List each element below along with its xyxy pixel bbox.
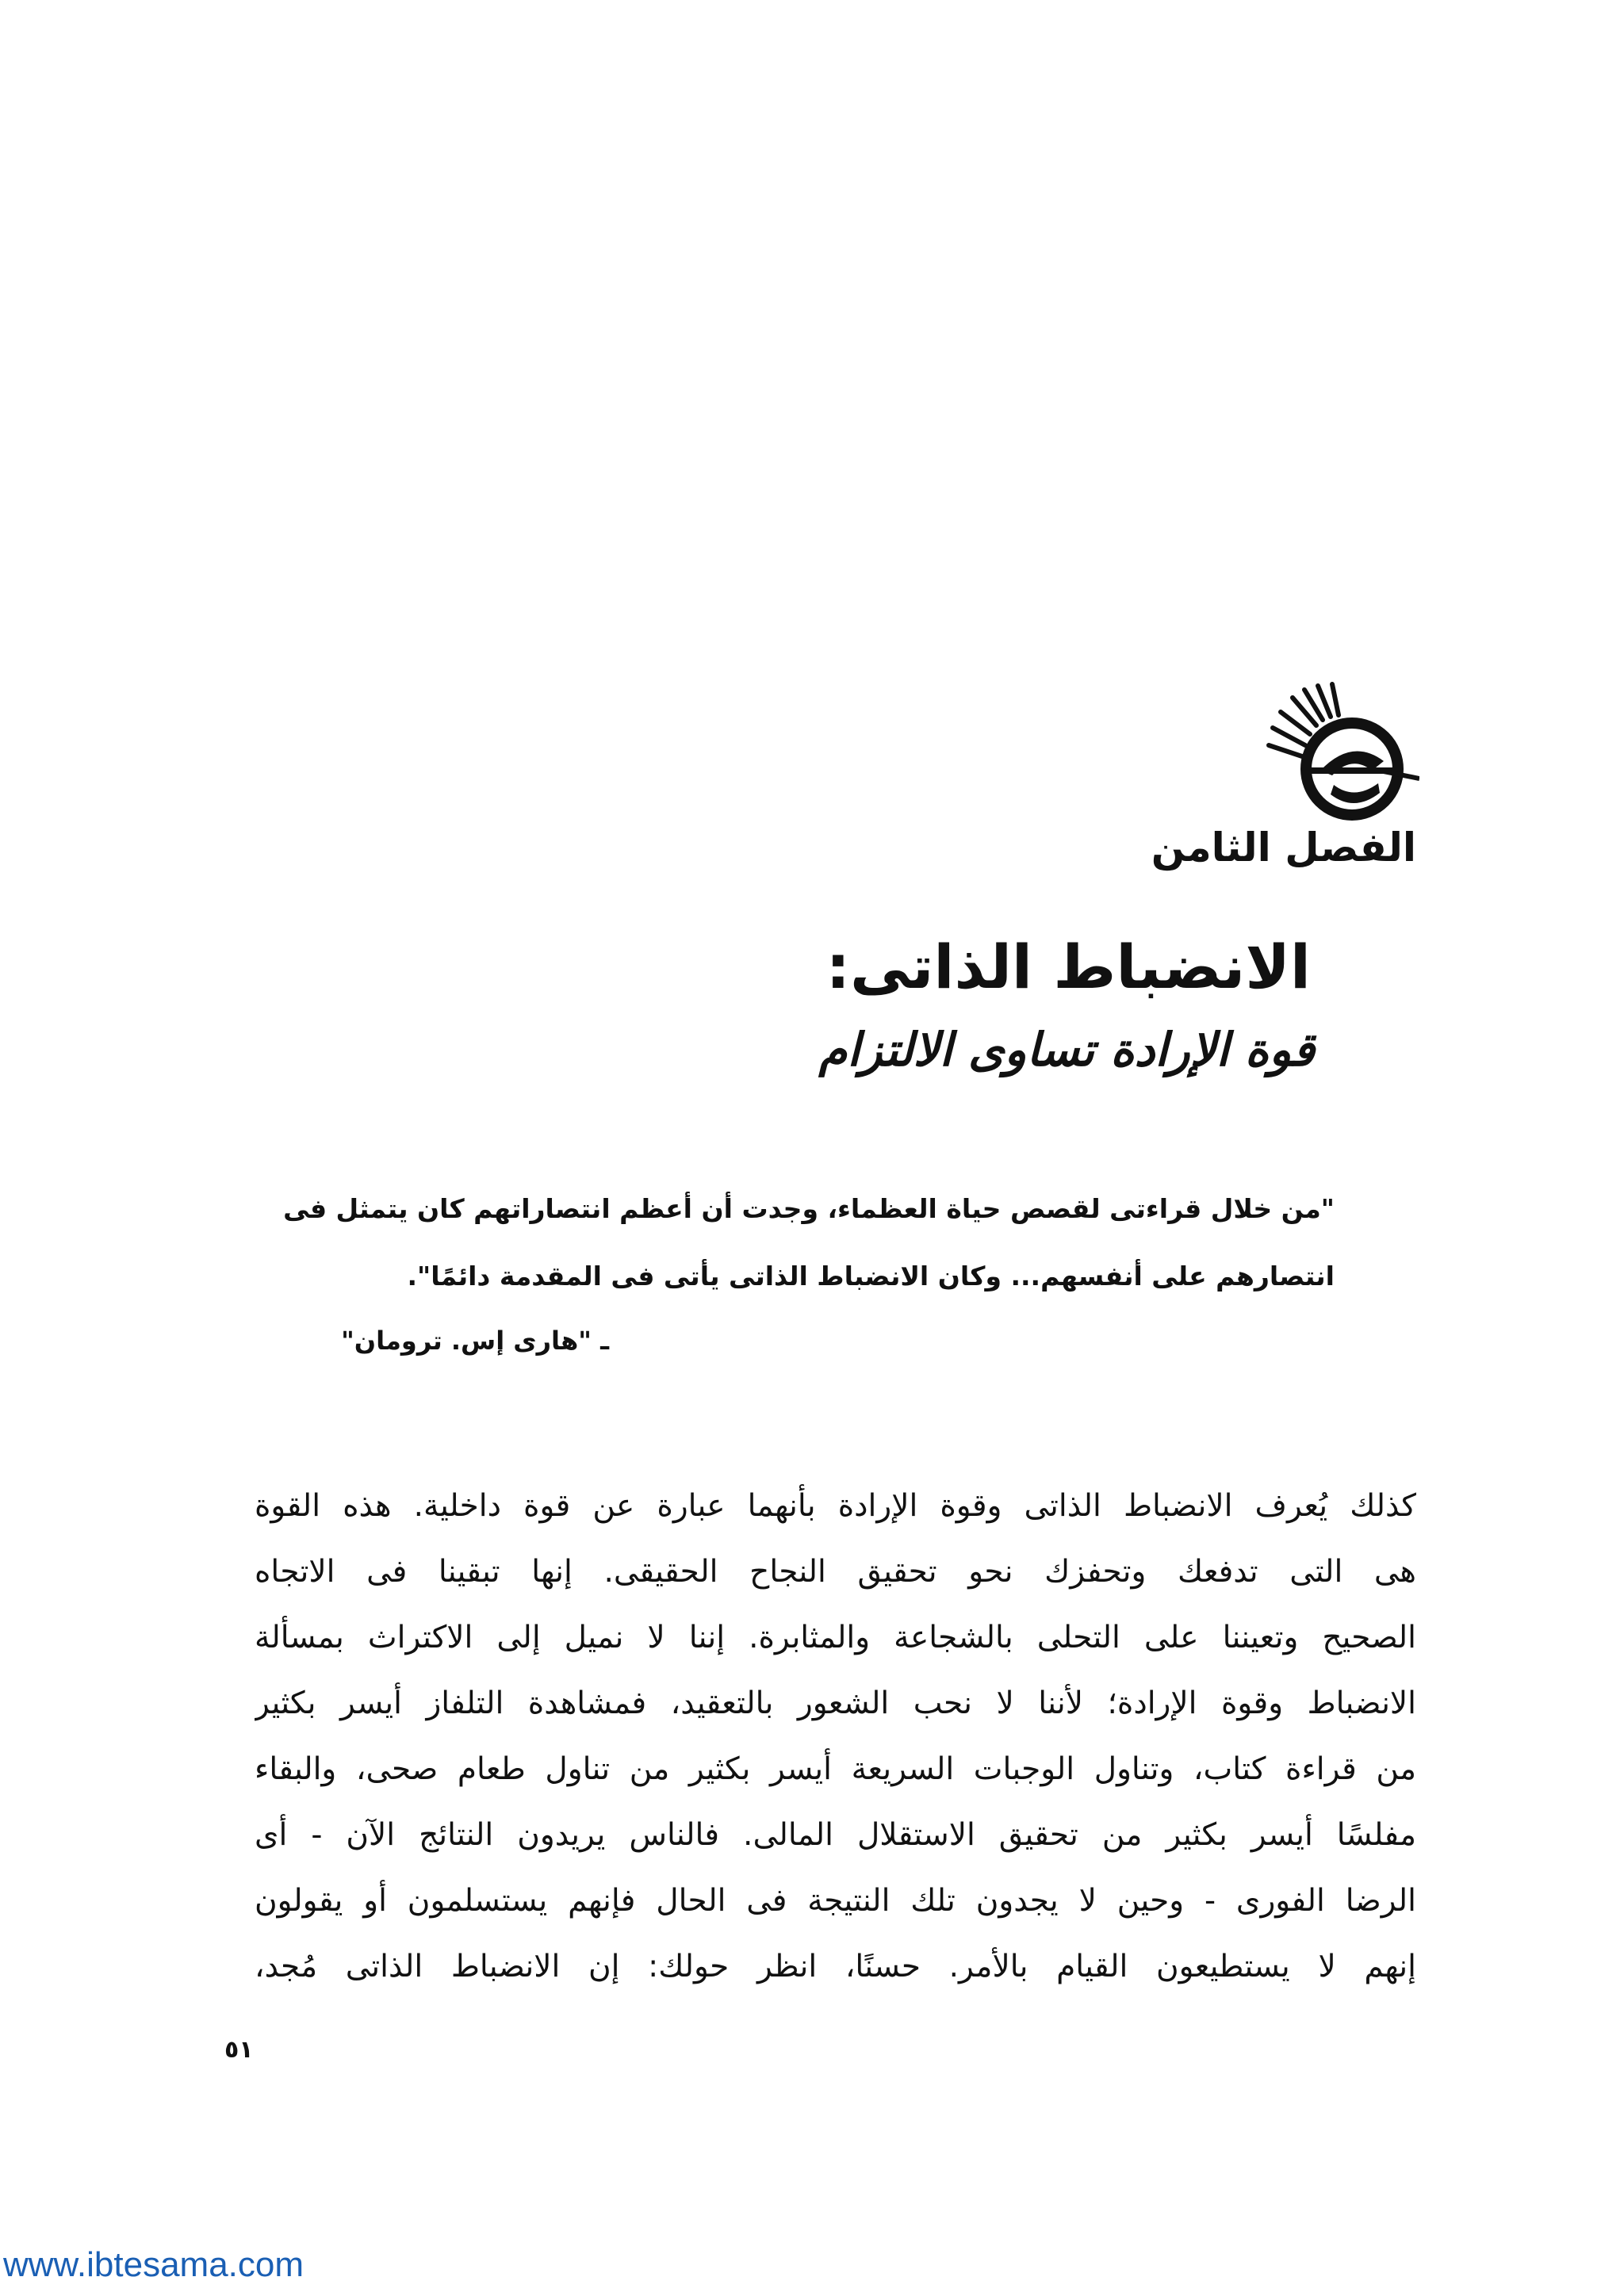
epigraph-line: "من خلال قراءتى لقصص حياة العظماء، وجدت أن أعظم انتصاراتهم كان يتمثل فى xyxy=(283,1193,1335,1224)
site-url-watermark[interactable]: www.ibtesama.com xyxy=(3,2245,304,2284)
body-line: إنهم لا يستطيعون القيام بالأمر. حسنًا، انظر حولك: إن الانضباط الذاتى مُجد، xyxy=(255,1949,1416,1984)
page-number: ٥١ xyxy=(224,2036,254,2064)
epigraph-line: انتصارهم على أنفسهم... وكان الانضباط الذاتى يأتى فى المقدمة دائمًا". xyxy=(407,1261,1335,1292)
epigraph-quote xyxy=(327,1261,1335,1292)
body-line: الصحيح وتعيننا على التحلى بالشجاعة والمثابرة. إننا لا نميل إلى الاكتراث بمسألة xyxy=(255,1620,1416,1655)
body-line: هى التى تدفعك وتحفزك نحو تحقيق النجاح الحقيقى. إنها تبقينا فى الاتجاه xyxy=(255,1554,1416,1590)
body-paragraph xyxy=(255,1473,1416,1999)
body-line: من قراءة كتاب، وتناول الوجبات السريعة أيسر بكثير من تناول طعام صحى، والبقاء xyxy=(255,1751,1416,1787)
body-line: مفلسًا أيسر بكثير من تحقيق الاستقلال المالى. فالناس يريدون النتائج الآن - أى xyxy=(255,1817,1416,1853)
epigraph-attribution: ـ "هارى إس. ترومان" xyxy=(341,1326,609,1356)
body-line: الرضا الفورى - وحين لا يجدون تلك النتيجة فى الحال فإنهم يستسلمون أو يقولون xyxy=(255,1883,1416,1919)
chapter-title: الانضباط الذاتى: xyxy=(825,932,1311,1002)
sun-emblem-icon xyxy=(1261,682,1419,832)
body-line: الانضباط وقوة الإرادة؛ لأننا لا نحب الشعور بالتعقيد، فمشاهدة التلفاز أيسر بكثير xyxy=(255,1686,1416,1721)
body-line: كذلك يُعرف الانضباط الذاتى وقوة الإرادة بأنهما عبارة عن قوة داخلية. هذه القوة xyxy=(255,1488,1416,1524)
chapter-subtitle: قوة الإرادة تساوى الالتزام xyxy=(818,1023,1315,1077)
chapter-label: الفصل الثامن xyxy=(1151,825,1416,871)
epigraph-quote xyxy=(283,1193,1335,1225)
